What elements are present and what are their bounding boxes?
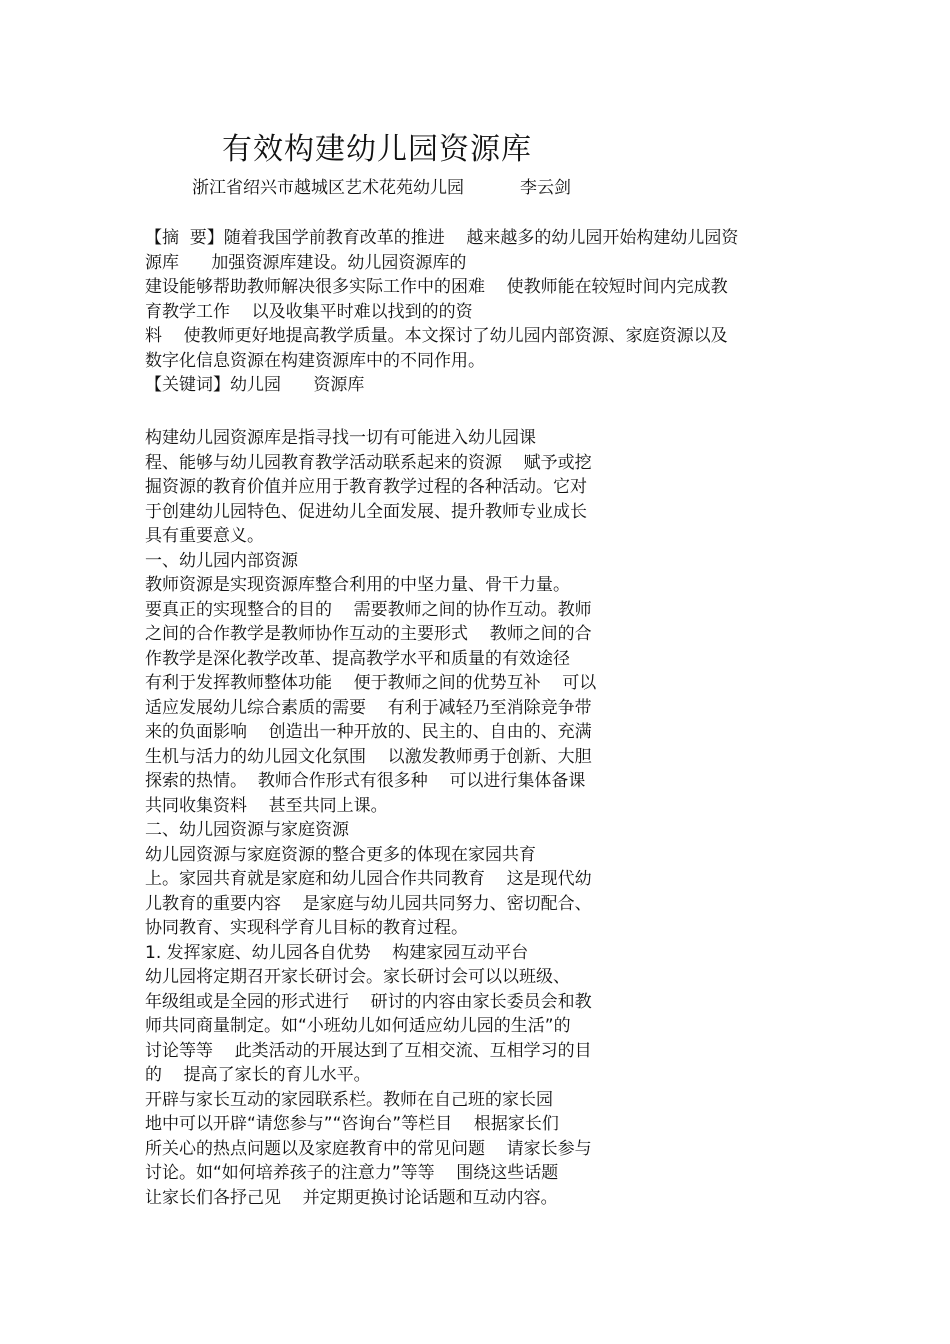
body-line: 讨论。如“如何培养孩子的注意力”等等 围绕这些话题 xyxy=(145,1163,559,1183)
body-line: 构建幼儿园资源库是指寻找一切有可能进入幼儿园课 xyxy=(145,428,536,448)
author: 李云剑 xyxy=(520,178,571,198)
body-line: 讨论等等 此类活动的开展达到了互相交流、互相学习的目 xyxy=(145,1040,592,1061)
body-line: 共同收集资料 甚至共同上课。 xyxy=(145,795,388,816)
body-line: 教师资源是实现资源库整合利用的中坚力量、骨干力量。 xyxy=(145,575,570,595)
body-line: 来的负面影响 创造出一种开放的、民主的、自由的、充满 xyxy=(145,722,592,742)
document-title: 有效构建幼儿园资源库 xyxy=(222,132,532,167)
body-line: 1. 发挥家庭、幼儿园各自优势 构建家园互动平台 xyxy=(145,942,529,963)
body-line: 二、幼儿园资源与家庭资源 xyxy=(145,820,349,840)
abstract-line: 【关键词】幼儿园 资源库 xyxy=(145,375,365,395)
body-line: 有利于发挥教师整体功能 便于教师之间的优势互补 可以 xyxy=(145,673,597,693)
abstract-line: 数字化信息资源在构建资源库中的不同作用。 xyxy=(145,350,485,371)
body-line: 生机与活力的幼儿园文化氛围 以激发教师勇于创新、大胆 xyxy=(145,746,592,767)
body-line: 上。家园共育就是家庭和幼儿园合作共同教育 这是现代幼 xyxy=(145,869,592,889)
body-line: 所关心的热点问题以及家庭教育中的常见问题 请家长参与 xyxy=(145,1138,592,1159)
body-line: 一、幼儿园内部资源 xyxy=(145,550,298,571)
abstract-line: 建设能够帮助教师解决很多实际工作中的困难 使教师能在较短时间内完成教 xyxy=(145,277,728,297)
body-line: 开辟与家长互动的家园联系栏。教师在自己班的家长园 xyxy=(145,1089,553,1110)
body-line: 具有重要意义。 xyxy=(145,526,264,546)
body-line: 探索的热情。 教师合作形式有很多种 可以进行集体备课 xyxy=(145,771,586,791)
affiliation: 浙江省绍兴市越城区艺术花苑幼儿园 xyxy=(192,178,464,198)
body-line: 协同教育、实现科学育儿目标的教育过程。 xyxy=(145,918,468,938)
body-line: 幼儿园资源与家庭资源的整合更多的体现在家园共育 xyxy=(145,844,536,865)
body-line: 年级组或是全园的形式进行 研讨的内容由家长委员会和教 xyxy=(145,991,592,1012)
body-line: 师共同商量制定。如“小班幼儿如何适应幼儿园的生活”的 xyxy=(145,1016,571,1036)
body-line: 作教学是深化教学改革、提高教学水平和质量的有效途径 xyxy=(145,648,570,669)
body-line: 适应发展幼儿综合素质的需要 有利于减轻乃至消除竞争带 xyxy=(145,697,592,718)
body-line: 的 提高了家长的育儿水平。 xyxy=(145,1065,371,1085)
body-line: 程、能够与幼儿园教育教学活动联系起来的资源 赋予或挖 xyxy=(145,452,592,473)
abstract-line: 源库 加强资源库建设。幼儿园资源库的 xyxy=(145,252,467,273)
body-line: 掘资源的教育价值并应用于教育教学过程的各种活动。它对 xyxy=(145,477,587,497)
abstract-line: 【摘 要】随着我国学前教育改革的推进 越来越多的幼儿园开始构建幼儿园资 xyxy=(145,228,739,248)
body-line: 之间的合作教学是教师协作互动的主要形式 教师之间的合 xyxy=(145,624,592,644)
body-line: 让家长们各抒己见 并定期更换讨论话题和互动内容。 xyxy=(145,1187,558,1208)
body-line: 儿教育的重要内容 是家庭与幼儿园共同努力、密切配合、 xyxy=(145,893,592,914)
body-line: 于创建幼儿园特色、促进幼儿全面发展、提升教师专业成长 xyxy=(145,501,587,522)
body-line: 幼儿园将定期召开家长研讨会。家长研讨会可以以班级、 xyxy=(145,967,570,987)
body-line: 地中可以开辟“请您参与”“咨询台”等栏目 根据家长们 xyxy=(145,1114,559,1134)
abstract-line: 料 使教师更好地提高教学质量。本文探讨了幼儿园内部资源、家庭资源以及 xyxy=(145,326,728,346)
body-line: 要真正的实现整合的目的 需要教师之间的协作互动。教师 xyxy=(145,599,592,620)
abstract-line: 育教学工作 以及收集平时难以找到的的资 xyxy=(145,301,473,322)
byline xyxy=(192,176,571,200)
